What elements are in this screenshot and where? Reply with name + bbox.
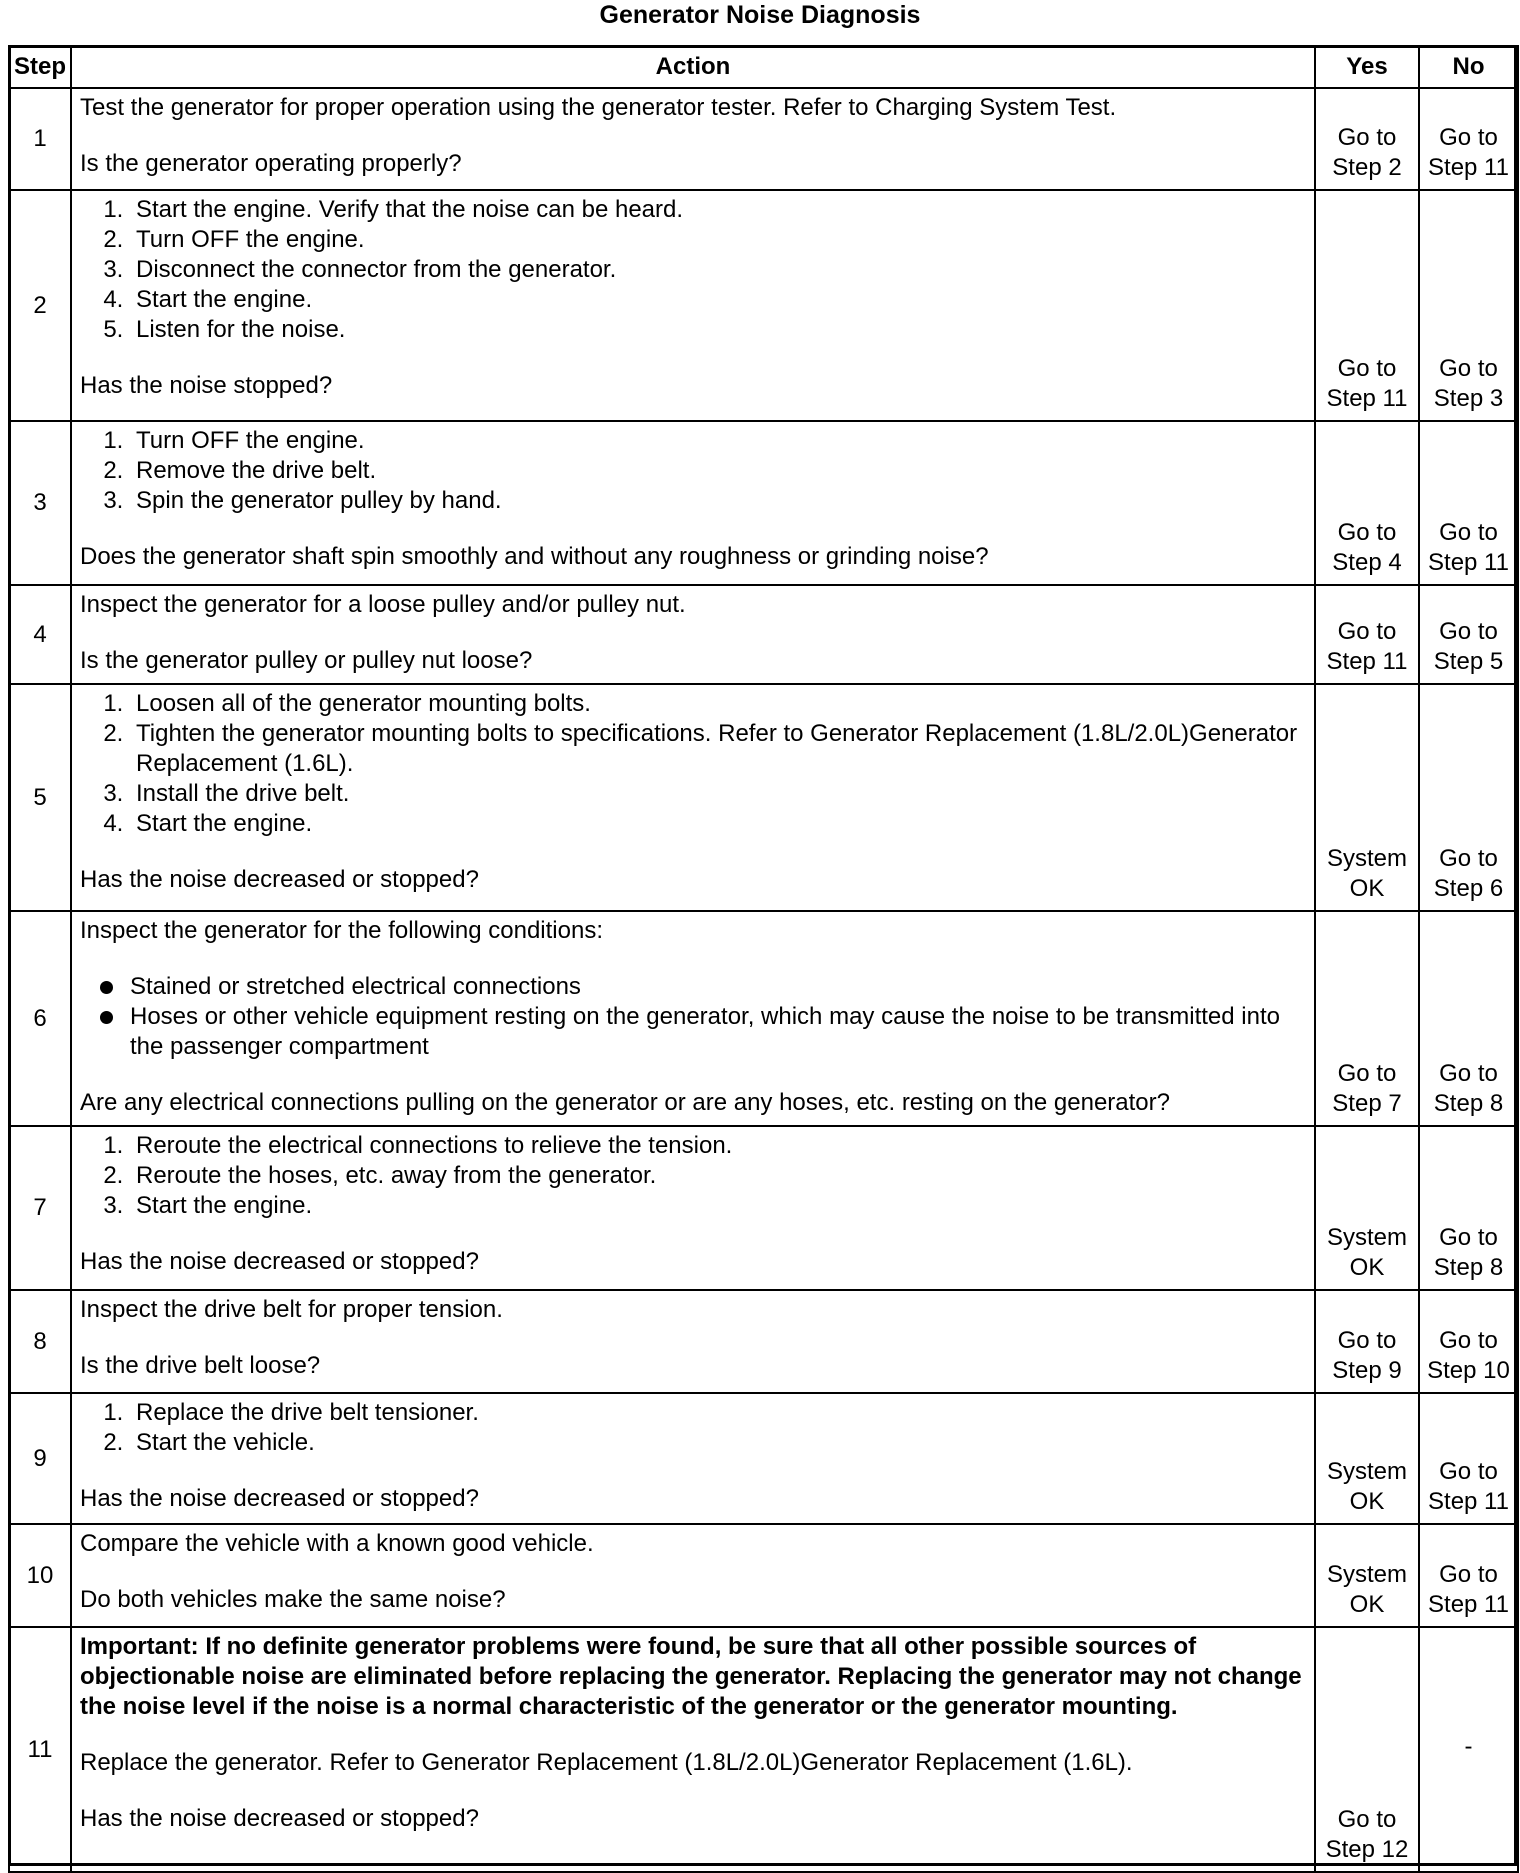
list-item: Hoses or other vehicle equipment resting on the generator, which may cause the noise to be transmitted into the passenger compartment [130,1002,1306,1062]
yes-cell: System OK [1315,1126,1419,1290]
step-number: 3 [9,421,71,585]
action-text: Compare the vehicle with a known good vehicle. [80,1530,594,1557]
list-item: 3. Spin the generator pulley by hand. [130,486,1306,516]
list-item: 1. Turn OFF the engine. [130,426,1306,456]
list-item: 1. Loosen all of the generator mounting bolts. [130,689,1306,719]
action-question: Has the noise decreased or stopped? [80,1485,479,1512]
action-cell [71,190,1315,421]
action-question: Are any electrical connections pulling on the generator or are any hoses, etc. resting on the generator? [80,1089,1170,1116]
list-item: 3. Install the drive belt. [130,779,1306,809]
yes-cell: Go to Step 7 [1315,911,1419,1126]
yes-cell: Go to Step 2 [1315,88,1419,190]
list-item: 2. Turn OFF the engine. [130,225,1306,255]
action-text: Replace the generator. Refer to Generator Replacement (1.8L/2.0L)Generator Replacement (1.6L). [80,1749,1133,1776]
action-cell [71,1290,1315,1393]
list-item: 5. Listen for the noise. [130,315,1306,345]
table-row [9,684,1518,911]
yes-cell: Go to Step 12 [1315,1627,1419,1872]
table-row [9,421,1518,585]
important-note: Important: If no definite generator problems were found, be sure that all other possible sources of objectionable noise are eliminated before replacing the generator. Replacing the generator may not change the noise level if the noise is a normal characteristic of the generator or the generator mounting. [80,1633,1302,1720]
yes-cell: System OK [1315,1393,1419,1524]
action-cell [71,1524,1315,1627]
action-list [80,689,1306,839]
step-number: 8 [9,1290,71,1393]
action-cell [71,1126,1315,1290]
yes-cell: Go to Step 9 [1315,1290,1419,1393]
table-row [9,585,1518,684]
header-row [9,46,1518,88]
step-number: 9 [9,1393,71,1524]
action-question: Does the generator shaft spin smoothly and without any roughness or grinding noise? [80,543,989,570]
header-action: Action [71,46,1315,88]
action-list [80,1131,1306,1221]
action-list [80,195,1306,345]
table-row [9,190,1518,421]
action-question: Is the generator pulley or pulley nut loose? [80,647,533,674]
action-cell [71,1627,1315,1872]
list-item: 4. Start the engine. [130,285,1306,315]
list-item: 3. Start the engine. [130,1191,1306,1221]
list-item: 1. Reroute the electrical connections to relieve the tension. [130,1131,1306,1161]
action-text: Inspect the generator for a loose pulley and/or pulley nut. [80,591,686,618]
action-cell [71,88,1315,190]
no-cell: Go to Step 11 [1419,421,1518,585]
step-number: 2 [9,190,71,421]
table-row [9,1393,1518,1524]
no-cell: Go to Step 11 [1419,1524,1518,1627]
no-cell: - [1419,1627,1518,1872]
yes-cell: Go to Step 11 [1315,585,1419,684]
action-cell [71,911,1315,1126]
action-list [80,1398,1306,1458]
step-number: 6 [9,911,71,1126]
step-number: 4 [9,585,71,684]
action-question: Do both vehicles make the same noise? [80,1586,506,1613]
action-question: Has the noise decreased or stopped? [80,1248,479,1275]
action-cell [71,421,1315,585]
header-step: Step [9,46,71,88]
no-cell: Go to Step 8 [1419,911,1518,1126]
no-cell: Go to Step 3 [1419,190,1518,421]
action-text: Inspect the drive belt for proper tension. [80,1296,503,1323]
yes-cell: Go to Step 11 [1315,190,1419,421]
table-row [9,1524,1518,1627]
table-row [9,88,1518,190]
header-yes: Yes [1315,46,1419,88]
step-number: 10 [9,1524,71,1627]
action-question: Has the noise stopped? [80,372,333,399]
action-question: Has the noise decreased or stopped? [80,866,479,893]
list-item: 1. Start the engine. Verify that the noise can be heard. [130,195,1306,225]
no-cell: Go to Step 6 [1419,684,1518,911]
no-cell: Go to Step 11 [1419,1393,1518,1524]
action-question: Is the generator operating properly? [80,150,462,177]
list-item: 1. Replace the drive belt tensioner. [130,1398,1306,1428]
list-item: 2. Tighten the generator mounting bolts to specifications. Refer to Generator Replacement (1.8L/2.0L)Generator Replacement (1.6L). [130,719,1306,779]
condition-list [80,972,1306,1062]
list-item: 2. Reroute the hoses, etc. away from the generator. [130,1161,1306,1191]
action-list [80,426,1306,516]
yes-cell: System OK [1315,684,1419,911]
table-row [9,911,1518,1126]
table-row [9,1627,1518,1872]
action-question: Is the drive belt loose? [80,1352,321,1379]
no-cell: Go to Step 8 [1419,1126,1518,1290]
table-row [9,1290,1518,1393]
action-cell [71,585,1315,684]
yes-cell: Go to Step 4 [1315,421,1419,585]
list-item: 2. Start the vehicle. [130,1428,1306,1458]
action-text: Inspect the generator for the following conditions: [80,917,603,944]
no-cell: Go to Step 5 [1419,585,1518,684]
table-row [9,1126,1518,1290]
action-cell [71,1393,1315,1524]
diagnosis-table [8,45,1519,1873]
list-item: Stained or stretched electrical connections [130,972,1306,1002]
no-cell: Go to Step 10 [1419,1290,1518,1393]
step-number: 1 [9,88,71,190]
step-number: 5 [9,684,71,911]
step-number: 7 [9,1126,71,1290]
list-item: 3. Disconnect the connector from the generator. [130,255,1306,285]
page-title: Generator Noise Diagnosis [599,1,921,29]
no-cell: Go to Step 11 [1419,88,1518,190]
action-text: Test the generator for proper operation using the generator tester. Refer to Charging System Test. [80,94,1117,121]
list-item: 2. Remove the drive belt. [130,456,1306,486]
header-no: No [1419,46,1518,88]
step-number: 11 [9,1627,71,1872]
yes-cell: System OK [1315,1524,1419,1627]
action-cell [71,684,1315,911]
list-item: 4. Start the engine. [130,809,1306,839]
action-question: Has the noise decreased or stopped? [80,1805,479,1832]
